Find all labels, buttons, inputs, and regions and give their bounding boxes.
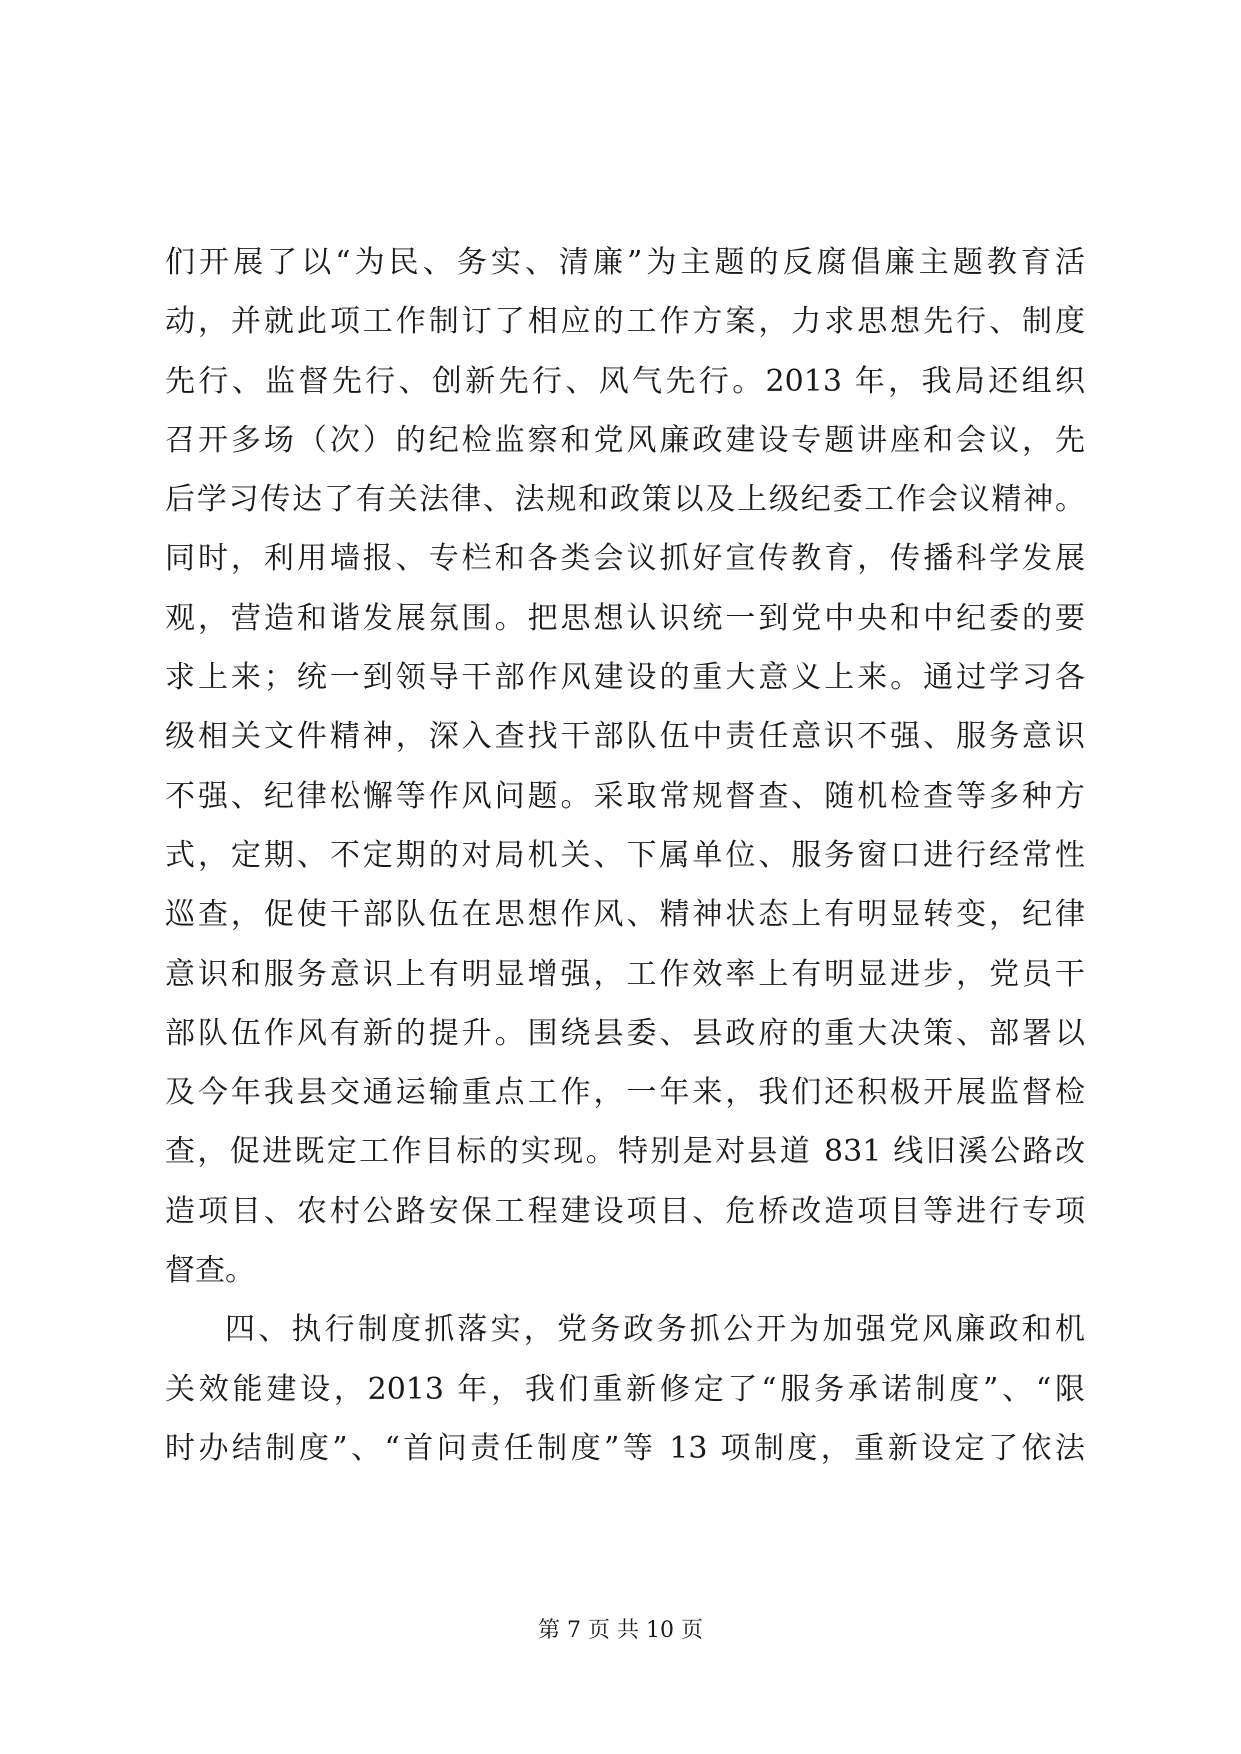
text-line: 意识和服务意识上有明显增强，工作效率上有明显进步，党员干 xyxy=(165,956,1085,992)
text-line: 查，促进既定工作目标的实现。特别是对县道 831 线旧溪公路改 xyxy=(165,1134,1085,1170)
text-line: 部队伍作风有新的提升。围绕县委、县政府的重大决策、部署以 xyxy=(165,1015,1085,1051)
text-line: 们开展了以“为民、务实、清廉”为主题的反腐倡廉主题教育活 xyxy=(165,245,1085,280)
text-line: 级相关文件精神，深入查找干部队伍中责任意识不强、服务意识 xyxy=(165,719,1085,755)
text-line: 及今年我县交通运输重点工作，一年来，我们还积极开展监督检 xyxy=(165,1075,1085,1111)
text-line: 式，定期、不定期的对局机关、下属单位、服务窗口进行经常性 xyxy=(165,837,1085,873)
text-line: 动，并就此项工作制订了相应的工作方案，力求思想先行、制度 xyxy=(165,304,1085,340)
text-line: 后学习传达了有关法律、法规和政策以及上级纪委工作会议精神。 xyxy=(165,482,1085,518)
text-line: 造项目、农村公路安保工程建设项目、危桥改造项目等进行专项 xyxy=(165,1193,1085,1229)
page-number-footer: 第 7 页 共 10 页 xyxy=(538,1618,703,1643)
text-line: 同时，利用墙报、专栏和各类会议抓好宣传教育，传播科学发展 xyxy=(165,541,1085,577)
text-line: 召开多场（次）的纪检监察和党风廉政建设专题讲座和会议，先 xyxy=(165,422,1085,458)
section-heading-line: 四、执行制度抓落实，党务政务抓公开为加强党风廉政和机 xyxy=(225,1312,1085,1348)
text-line: 观，营造和谐发展氛围。把思想认识统一到党中央和中纪委的要 xyxy=(165,600,1085,636)
text-line: 求上来；统一到领导干部作风建设的重大意义上来。通过学习各 xyxy=(165,660,1085,696)
text-line: 关效能建设，2013 年，我们重新修定了“服务承诺制度”、“限 xyxy=(165,1371,1085,1407)
text-line: 督查。 xyxy=(165,1253,255,1289)
body-text xyxy=(165,233,1085,1478)
text-line: 先行、监督先行、创新先行、风气先行。2013 年，我局还组织 xyxy=(165,363,1085,399)
text-line: 不强、纪律松懈等作风问题。采取常规督查、随机检查等多种方 xyxy=(165,778,1085,814)
text-line: 巡查，促使干部队伍在思想作风、精神状态上有明显转变，纪律 xyxy=(165,897,1085,933)
text-line: 时办结制度”、“首问责任制度”等 13 项制度，重新设定了依法 xyxy=(165,1430,1085,1466)
